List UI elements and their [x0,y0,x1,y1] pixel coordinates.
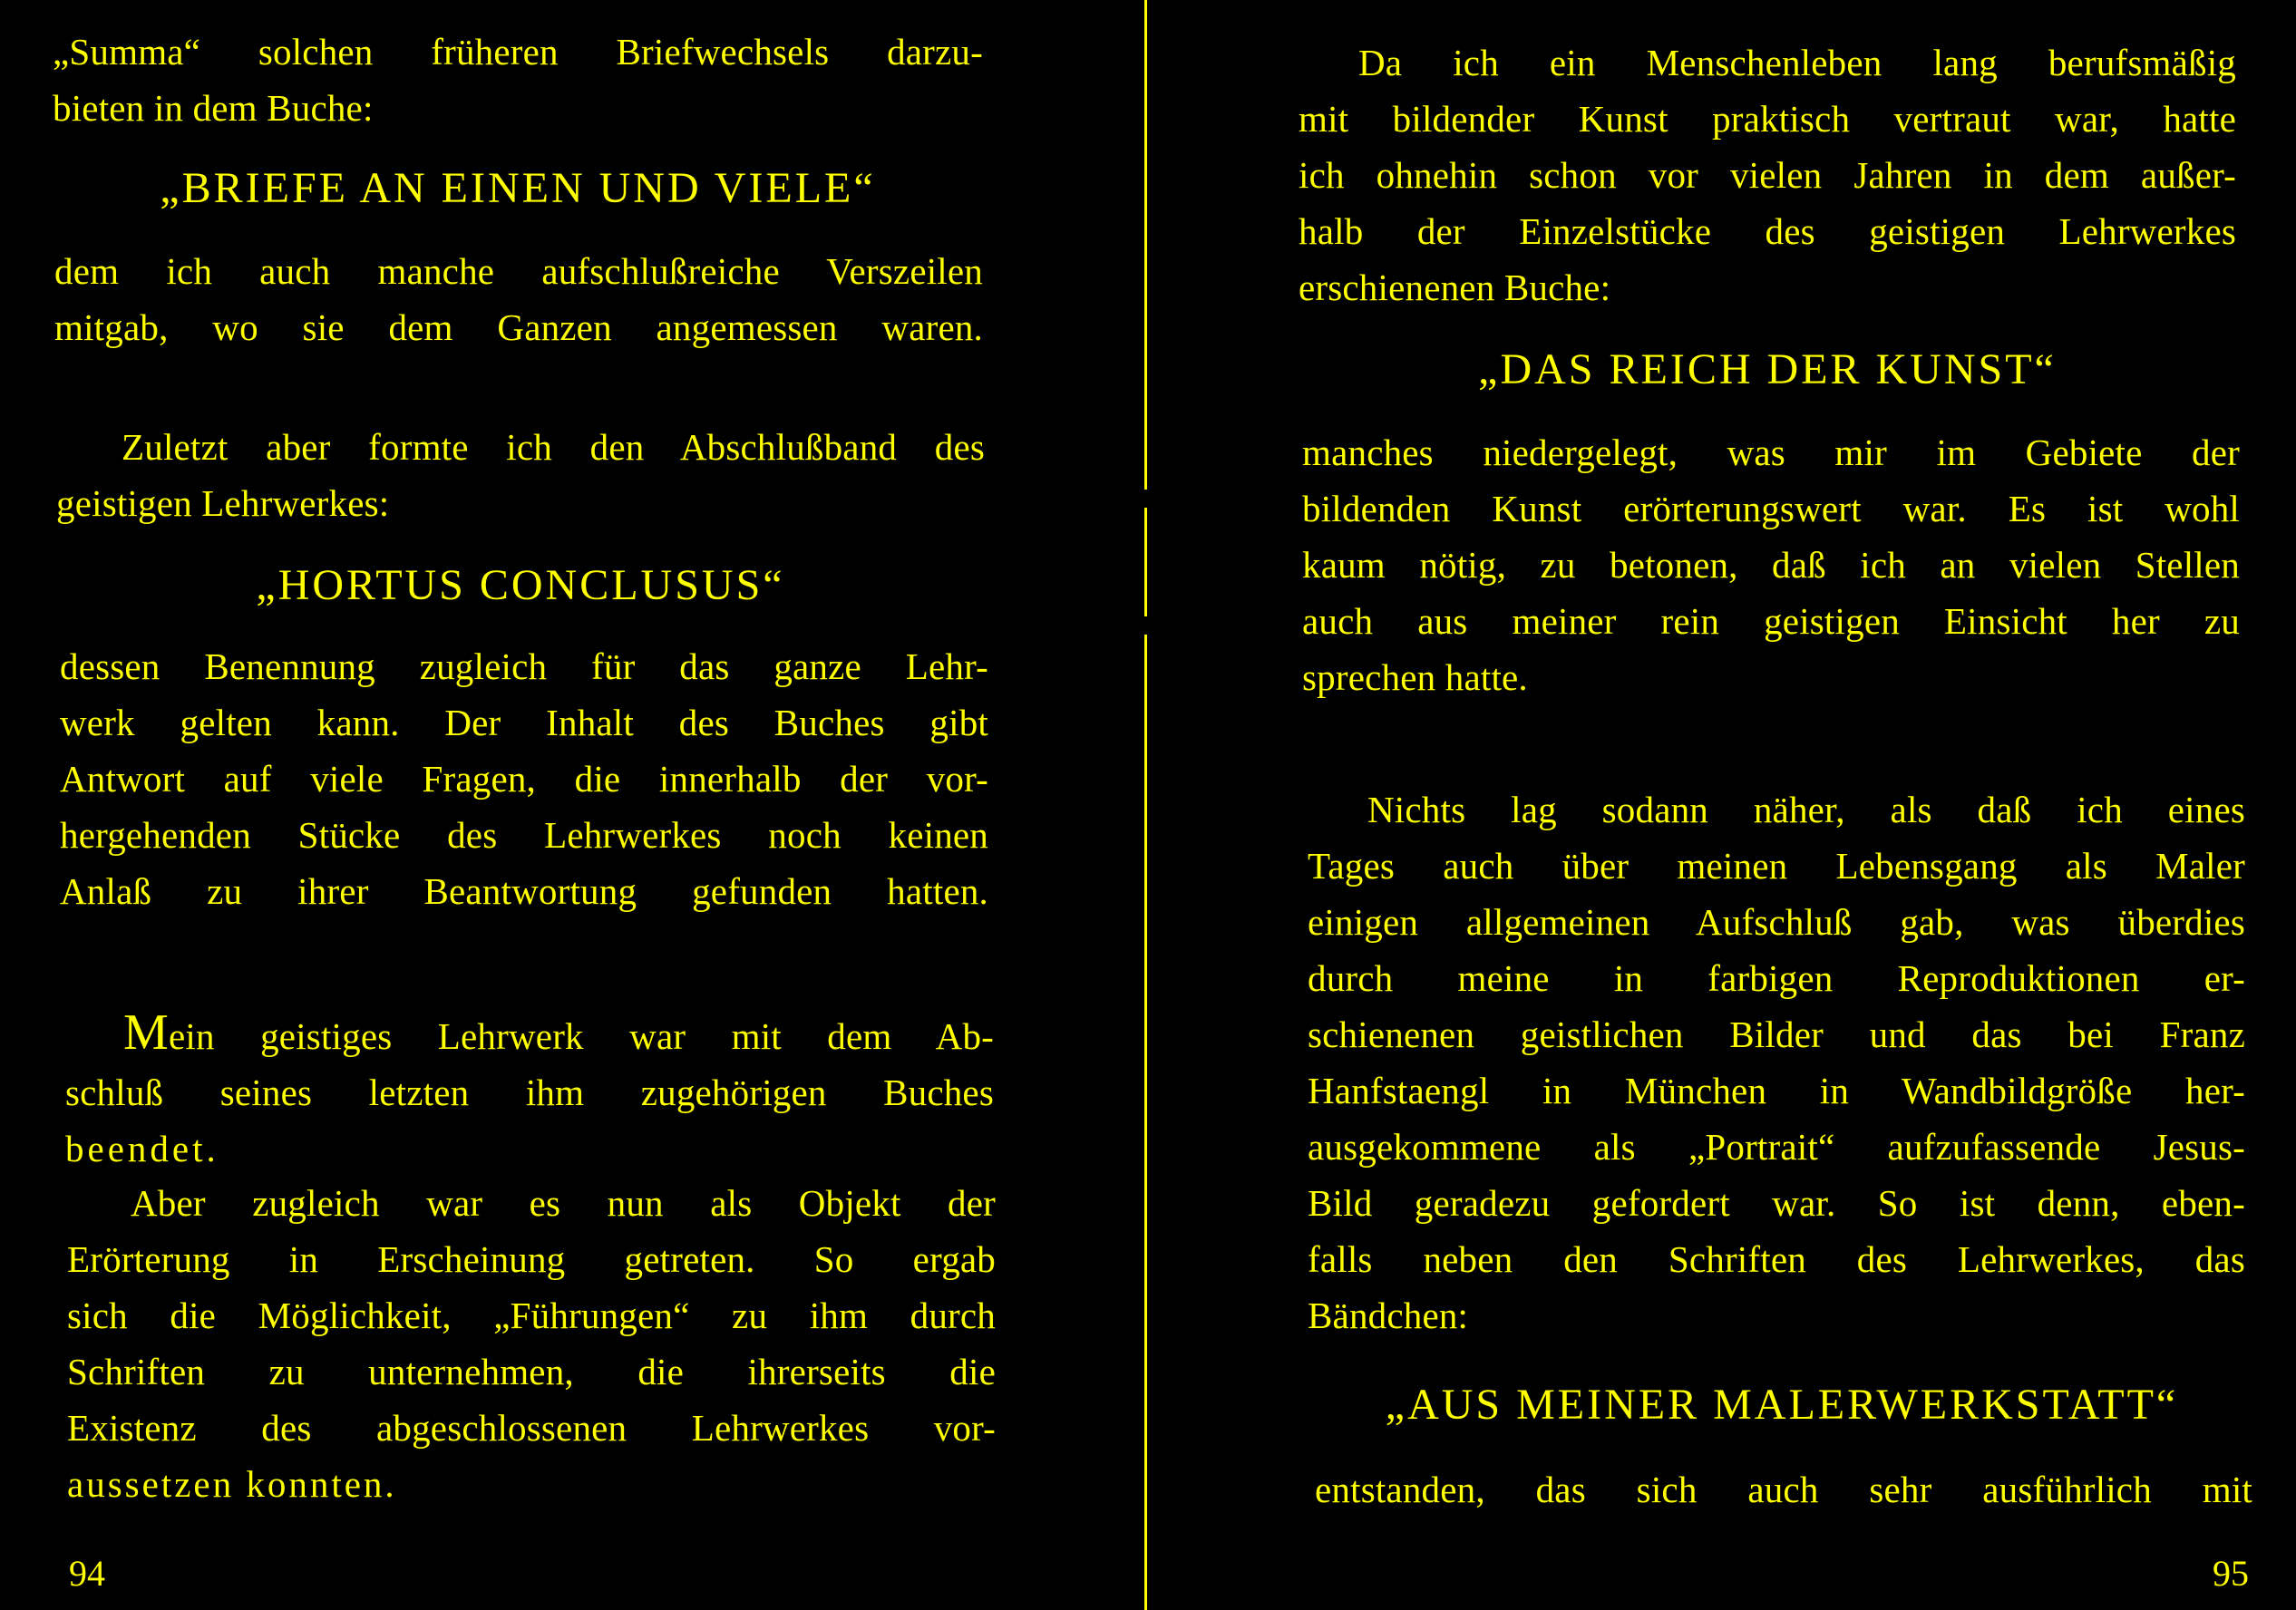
right-paragraph-2 [1302,424,2240,705]
left-title-briefe: „BRIEFE AN EINEN UND VIELE“ [160,164,876,212]
page-number-right: 95 [2213,1553,2249,1594]
text-line: Anlaß zu ihrer Beantwortung gefunden hatten. [60,870,988,912]
text-line: Zuletzt aber formte ich den Abschlußband des [122,426,985,468]
left-paragraph-3 [56,419,985,531]
text-line: Erörterung in Erscheinung getreten. So ergab [67,1238,996,1280]
text-line: Schriften zu unternehmen, die ihrerseits die [67,1351,996,1392]
text-line: Tages auch über meinen Lebensgang als Maler [1308,845,2245,887]
text-line: mit bildender Kunst praktisch vertraut war, hatte [1299,98,2236,140]
text-line: bildenden Kunst erörterungswert war. Es ist wohl [1302,488,2240,529]
text-line: Bild geradezu gefordert war. So ist denn, eben- [1308,1182,2245,1224]
text-line: bieten in dem Buche: [53,87,374,129]
text-line: entstanden, das sich auch sehr ausführlich mit [1315,1469,2252,1510]
gutter-line [1144,508,1147,616]
left-paragraph-5 [65,1004,994,1177]
text-line: dessen Benennung zugleich für das ganze Lehr- [60,645,988,687]
right-page [1152,0,2296,1610]
left-paragraph-6 [67,1175,996,1512]
text-line: schluß seines letzten ihm zugehörigen Buches [65,1072,994,1113]
text-line: einigen allgemeinen Aufschluß gab, was überdies [1308,901,2245,943]
text-line: durch meine in farbigen Reproduktionen er- [1308,957,2245,999]
text-line: halb der Einzelstücke des geistigen Lehrwerkes [1299,210,2236,252]
gutter-line [1144,635,1147,1610]
text-line: schienenen geistlichen Bilder und das bei Franz [1308,1014,2245,1055]
text-line: manches niedergelegt, was mir im Gebiete der [1302,432,2240,473]
text-line: Nichts lag sodann näher, als daß ich eines [1367,789,2245,830]
initial-letter: M [123,1004,169,1061]
right-paragraph-3 [1308,781,2245,1343]
right-paragraph-1 [1299,34,2236,315]
text-line: Antwort auf viele Fragen, die innerhalb der vor- [60,758,988,800]
text-line: „Summa“ solchen früheren Briefwechsels darzu- [53,31,983,73]
text-line: kaum nötig, zu betonen, daß ich an vielen Stellen [1302,544,2240,586]
left-paragraph-1 [53,24,983,136]
left-paragraph-2 [54,243,983,355]
text-line: sich die Möglichkeit, „Führungen“ zu ihm durch [67,1295,996,1336]
page-number-left: 94 [69,1553,105,1594]
text-line: erschienenen Buche: [1299,267,1611,308]
gutter-line [1144,0,1147,490]
text-line: hergehenden Stücke des Lehrwerkes noch keinen [60,814,988,856]
text-line: aussetzen konnten. [67,1463,397,1505]
book-gutter [1141,0,1152,1610]
left-title-hortus: „HORTUS CONCLUSUS“ [256,561,785,609]
text-line: dem ich auch manche aufschlußreiche Verszeilen [54,250,983,292]
text-line: Bändchen: [1308,1295,1469,1336]
text-line: Existenz des abgeschlossenen Lehrwerkes vor- [67,1407,996,1449]
text-line: auch aus meiner rein geistigen Einsicht her zu [1302,600,2240,642]
text-line: ich ohnehin schon vor vielen Jahren in dem außer- [1299,154,2236,196]
right-paragraph-4 [1315,1461,2252,1518]
right-title-reich: „DAS REICH DER KUNST“ [1478,345,2057,393]
text-line [65,1004,994,1064]
text-line: Aber zugleich war es nun als Objekt der [131,1182,996,1224]
text-line: beendet. [65,1128,219,1169]
text-line: werk gelten kann. Der Inhalt des Buches gibt [60,702,988,743]
text-line: falls neben den Schriften des Lehrwerkes, das [1308,1238,2245,1280]
text-line: sprechen hatte. [1302,656,1528,698]
left-paragraph-4 [60,638,988,919]
right-title-malerwerkstatt: „AUS MEINER MALERWERKSTATT“ [1385,1381,2179,1429]
left-page [0,0,1141,1610]
text-line: mitgab, wo sie dem Ganzen angemessen waren. [54,306,983,348]
text-line-rest: ein geistiges Lehrwerk war mit dem Ab- [169,1015,994,1057]
text-line: ausgekommene als „Portrait“ aufzufassende Jesus- [1308,1126,2245,1168]
text-line: Da ich ein Menschenleben lang berufsmäßig [1358,42,2236,83]
text-line: Hanfstaengl in München in Wandbildgröße her- [1308,1070,2245,1111]
text-line: geistigen Lehrwerkes: [56,482,390,524]
